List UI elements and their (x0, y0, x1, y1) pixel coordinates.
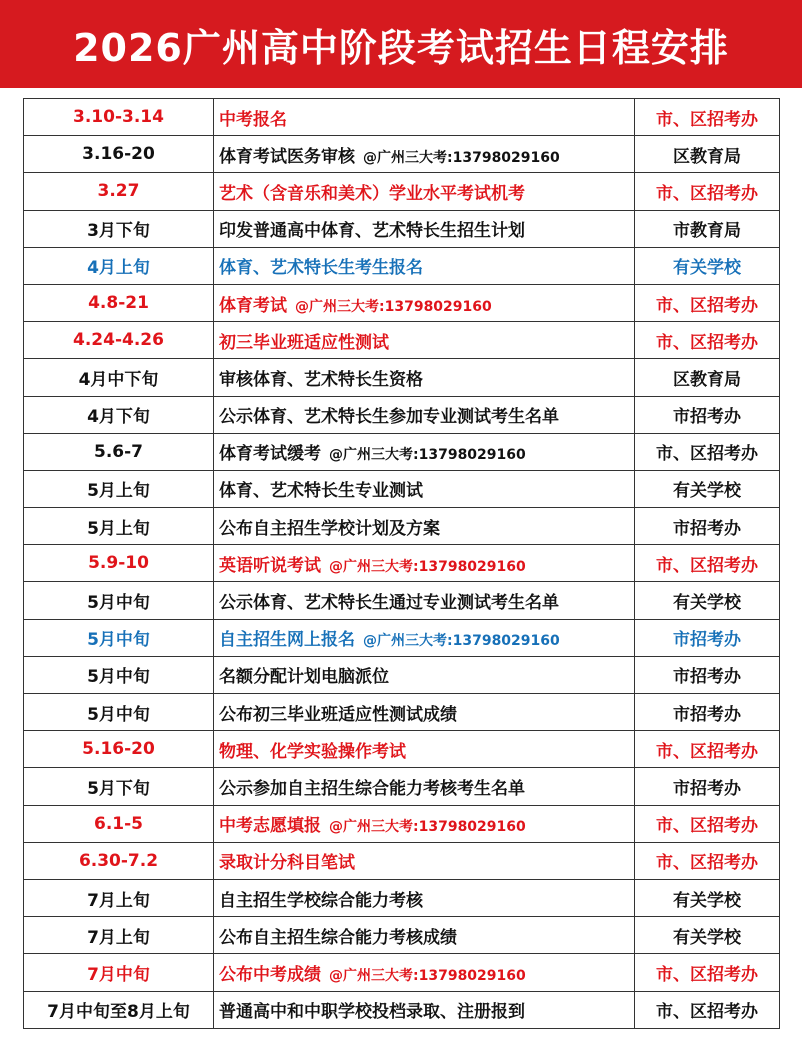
date-cell: 5月下旬 (24, 768, 214, 805)
org-cell: 有关学校 (635, 470, 780, 507)
org-cell: 市、区招考办 (635, 991, 780, 1028)
date-cell: 4月下旬 (24, 396, 214, 433)
table-row (24, 545, 780, 582)
date-cell: 6.30-7.2 (24, 842, 214, 879)
event-label: 普通高中和中职学校投档录取、注册报到 (219, 1002, 525, 1023)
event-label: 审核体育、艺术特长生资格 (219, 369, 423, 390)
event-cell (214, 396, 635, 433)
org-cell: 市招考办 (635, 656, 780, 693)
org-cell: 有关学校 (635, 582, 780, 619)
date-cell: 4月中下旬 (24, 359, 214, 396)
date-cell: 3.10-3.14 (24, 99, 214, 136)
event-label: 公布中考成绩 (219, 964, 321, 985)
table-row (24, 99, 780, 136)
date-cell: 5月上旬 (24, 470, 214, 507)
event-label: 中考报名 (219, 109, 287, 130)
event-label: 公示体育、艺术特长生通过专业测试考生名单 (219, 593, 559, 614)
org-cell: 区教育局 (635, 359, 780, 396)
event-cell (214, 954, 635, 991)
org-cell: 市招考办 (635, 768, 780, 805)
event-label: 自主招生学校综合能力考核 (219, 890, 423, 911)
event-label: 自主招生网上报名 (219, 630, 355, 651)
table-row (24, 582, 780, 619)
table-row (24, 210, 780, 247)
table-row (24, 396, 780, 433)
date-cell: 4.24-4.26 (24, 322, 214, 359)
date-cell: 7月中旬 (24, 954, 214, 991)
org-cell: 市、区招考办 (635, 805, 780, 842)
watermark-text: @广州三大考:13798029160 (329, 967, 526, 984)
org-cell: 有关学校 (635, 879, 780, 916)
watermark-text: @广州三大考:13798029160 (363, 633, 560, 650)
event-cell (214, 879, 635, 916)
table-row (24, 842, 780, 879)
org-cell: 有关学校 (635, 917, 780, 954)
table-row (24, 433, 780, 470)
event-label: 公布初三毕业班适应性测试成绩 (219, 704, 457, 725)
event-cell (214, 247, 635, 284)
org-cell: 市、区招考办 (635, 731, 780, 768)
org-cell: 市招考办 (635, 508, 780, 545)
event-label: 英语听说考试 (219, 555, 321, 576)
event-cell (214, 917, 635, 954)
org-cell: 市、区招考办 (635, 433, 780, 470)
table-row (24, 805, 780, 842)
event-label: 公示参加自主招生综合能力考核考生名单 (219, 778, 525, 799)
event-label: 公示体育、艺术特长生参加专业测试考生名单 (219, 407, 559, 428)
org-cell: 市、区招考办 (635, 173, 780, 210)
event-label: 体育、艺术特长生专业测试 (219, 481, 423, 502)
date-cell: 4.8-21 (24, 284, 214, 321)
date-cell: 4月上旬 (24, 247, 214, 284)
date-cell: 5月中旬 (24, 582, 214, 619)
table-row (24, 284, 780, 321)
table-row (24, 136, 780, 173)
table-row (24, 359, 780, 396)
table-row (24, 247, 780, 284)
table-row (24, 768, 780, 805)
org-cell: 市招考办 (635, 694, 780, 731)
page-title: 2026广州高中阶段考试招生日程安排 (73, 25, 729, 70)
event-cell (214, 619, 635, 656)
event-label: 公布自主招生学校计划及方案 (219, 518, 440, 539)
table-row (24, 619, 780, 656)
date-cell: 5月上旬 (24, 508, 214, 545)
event-cell (214, 470, 635, 507)
event-cell (214, 136, 635, 173)
event-cell (214, 173, 635, 210)
date-cell: 7月中旬至8月上旬 (24, 991, 214, 1028)
event-cell (214, 284, 635, 321)
table-row (24, 954, 780, 991)
org-cell: 区教育局 (635, 136, 780, 173)
event-label: 物理、化学实验操作考试 (219, 741, 406, 762)
org-cell: 市教育局 (635, 210, 780, 247)
event-label: 录取计分科目笔试 (219, 853, 355, 874)
date-cell: 5月中旬 (24, 619, 214, 656)
event-label: 体育考试医务审核 (219, 146, 355, 167)
table-row (24, 508, 780, 545)
date-cell: 6.1-5 (24, 805, 214, 842)
date-cell: 3月下旬 (24, 210, 214, 247)
org-cell: 市招考办 (635, 619, 780, 656)
org-cell: 有关学校 (635, 247, 780, 284)
event-cell (214, 805, 635, 842)
table-row (24, 656, 780, 693)
event-label: 体育、艺术特长生考生报名 (219, 258, 423, 279)
schedule-rows (24, 99, 780, 1029)
date-cell: 5.9-10 (24, 545, 214, 582)
date-cell: 5月中旬 (24, 656, 214, 693)
org-cell: 市、区招考办 (635, 545, 780, 582)
event-cell (214, 210, 635, 247)
event-label: 中考志愿填报 (219, 816, 321, 837)
event-cell (214, 322, 635, 359)
watermark-text: @广州三大考:13798029160 (363, 149, 560, 166)
watermark-text: @广州三大考:13798029160 (329, 447, 526, 464)
table-row (24, 879, 780, 916)
watermark-text: @广州三大考:13798029160 (295, 298, 492, 315)
table-row (24, 470, 780, 507)
event-cell (214, 842, 635, 879)
org-cell: 市、区招考办 (635, 284, 780, 321)
watermark-text: @广州三大考:13798029160 (329, 819, 526, 836)
watermark-text: @广州三大考:13798029160 (329, 558, 526, 575)
date-cell: 3.16-20 (24, 136, 214, 173)
event-label: 公布自主招生综合能力考核成绩 (219, 927, 457, 948)
event-cell (214, 508, 635, 545)
date-cell: 3.27 (24, 173, 214, 210)
table-row (24, 173, 780, 210)
table-row (24, 731, 780, 768)
event-label: 体育考试缓考 (219, 444, 321, 465)
event-cell (214, 99, 635, 136)
event-cell (214, 433, 635, 470)
table-row (24, 694, 780, 731)
schedule-table (23, 98, 780, 1029)
event-label: 初三毕业班适应性测试 (219, 332, 389, 353)
event-cell (214, 768, 635, 805)
title-banner (0, 0, 802, 88)
table-row (24, 991, 780, 1028)
event-label: 名额分配计划电脑派位 (219, 667, 389, 688)
table-row (24, 322, 780, 359)
event-label: 艺术（含音乐和美术）学业水平考试机考 (219, 183, 525, 204)
org-cell: 市、区招考办 (635, 99, 780, 136)
org-cell: 市、区招考办 (635, 954, 780, 991)
event-cell (214, 656, 635, 693)
event-cell (214, 359, 635, 396)
date-cell: 5月中旬 (24, 694, 214, 731)
date-cell: 5.16-20 (24, 731, 214, 768)
org-cell: 市招考办 (635, 396, 780, 433)
org-cell: 市、区招考办 (635, 322, 780, 359)
event-label: 体育考试 (219, 295, 287, 316)
event-label: 印发普通高中体育、艺术特长生招生计划 (219, 221, 525, 242)
event-cell (214, 545, 635, 582)
table-row (24, 917, 780, 954)
event-cell (214, 731, 635, 768)
event-cell (214, 991, 635, 1028)
date-cell: 7月上旬 (24, 917, 214, 954)
date-cell: 5.6-7 (24, 433, 214, 470)
date-cell: 7月上旬 (24, 879, 214, 916)
org-cell: 市、区招考办 (635, 842, 780, 879)
event-cell (214, 694, 635, 731)
event-cell (214, 582, 635, 619)
